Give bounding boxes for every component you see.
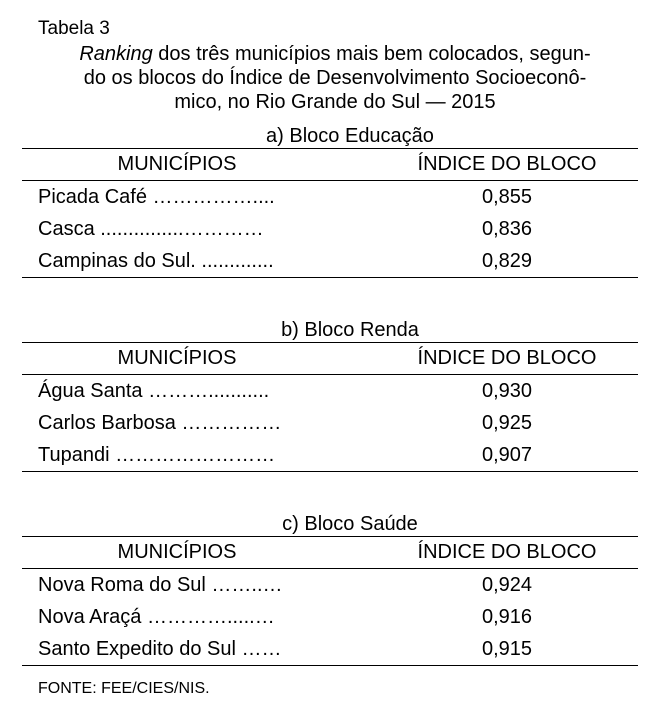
table-header-row bbox=[22, 343, 638, 375]
indice-value: 0,916 bbox=[481, 605, 533, 628]
indice-value: 0,925 bbox=[481, 411, 533, 434]
ranking-table bbox=[22, 342, 638, 472]
column-header-municipios: MUNICÍPIOS bbox=[22, 537, 332, 569]
block-title: c) Bloco Saúde bbox=[282, 513, 418, 535]
column-header-indice: ÍNDICE DO BLOCO bbox=[332, 537, 638, 569]
block-renda bbox=[22, 318, 638, 472]
block-saude bbox=[22, 512, 638, 666]
indice-value: 0,907 bbox=[332, 439, 638, 472]
caption-italic-word: Ranking bbox=[79, 43, 153, 65]
block-title: a) Bloco Educação bbox=[266, 125, 434, 147]
table-row bbox=[22, 213, 638, 245]
municipio-name: Santo Expedito do Sul …… bbox=[22, 633, 332, 666]
municipio-name: Carlos Barbosa …………… bbox=[38, 411, 282, 434]
municipio-name: Nova Roma do Sul ……..… bbox=[38, 573, 283, 596]
column-header-municipios: MUNICÍPIOS bbox=[22, 149, 332, 181]
indice-value: 0,930 bbox=[481, 379, 533, 402]
indice-value: 0,924 bbox=[481, 573, 533, 596]
indice-value: 0,829 bbox=[332, 245, 638, 278]
table-row bbox=[22, 245, 638, 278]
ranking-table bbox=[22, 536, 638, 666]
caption-line-3: mico, no Rio Grande do Sul — 2015 bbox=[174, 91, 496, 113]
caption-line-1 bbox=[30, 42, 640, 66]
table-row bbox=[22, 633, 638, 666]
table-row bbox=[22, 439, 638, 472]
column-header-indice: ÍNDICE DO BLOCO bbox=[332, 343, 638, 375]
municipio-name: Tupandi …………………… bbox=[22, 439, 332, 472]
table-row bbox=[22, 601, 638, 633]
column-header-indice: ÍNDICE DO BLOCO bbox=[332, 149, 638, 181]
municipio-name: Campinas do Sul. ............. bbox=[22, 245, 332, 278]
table-header-row bbox=[22, 149, 638, 181]
municipio-name: Água Santa ………........... bbox=[38, 379, 270, 402]
table-header-row bbox=[22, 537, 638, 569]
block-title: b) Bloco Renda bbox=[281, 319, 419, 341]
caption-line-2: do os blocos do Índice de Desenvolvimento Socioeconô- bbox=[83, 67, 587, 89]
municipio-name: Picada Café …………….... bbox=[38, 185, 275, 208]
table-row bbox=[22, 375, 638, 408]
indice-value: 0,915 bbox=[332, 633, 638, 666]
table-label: Tabela 3 bbox=[38, 18, 110, 39]
table-caption bbox=[30, 42, 640, 114]
table-row bbox=[22, 569, 638, 602]
source-note: FONTE: FEE/CIES/NIS. bbox=[38, 680, 210, 697]
indice-value: 0,855 bbox=[481, 185, 533, 208]
indice-value: 0,836 bbox=[481, 217, 533, 240]
block-educacao bbox=[22, 124, 638, 278]
municipio-name: Casca ...............………… bbox=[38, 217, 264, 240]
ranking-table bbox=[22, 148, 638, 278]
caption-line-1-rest: dos três municípios mais bem colocados, segun- bbox=[152, 43, 591, 65]
municipio-name: Nova Araçá ………….....… bbox=[38, 605, 275, 628]
table-row bbox=[22, 407, 638, 439]
column-header-municipios: MUNICÍPIOS bbox=[22, 343, 332, 375]
table-row bbox=[22, 181, 638, 214]
